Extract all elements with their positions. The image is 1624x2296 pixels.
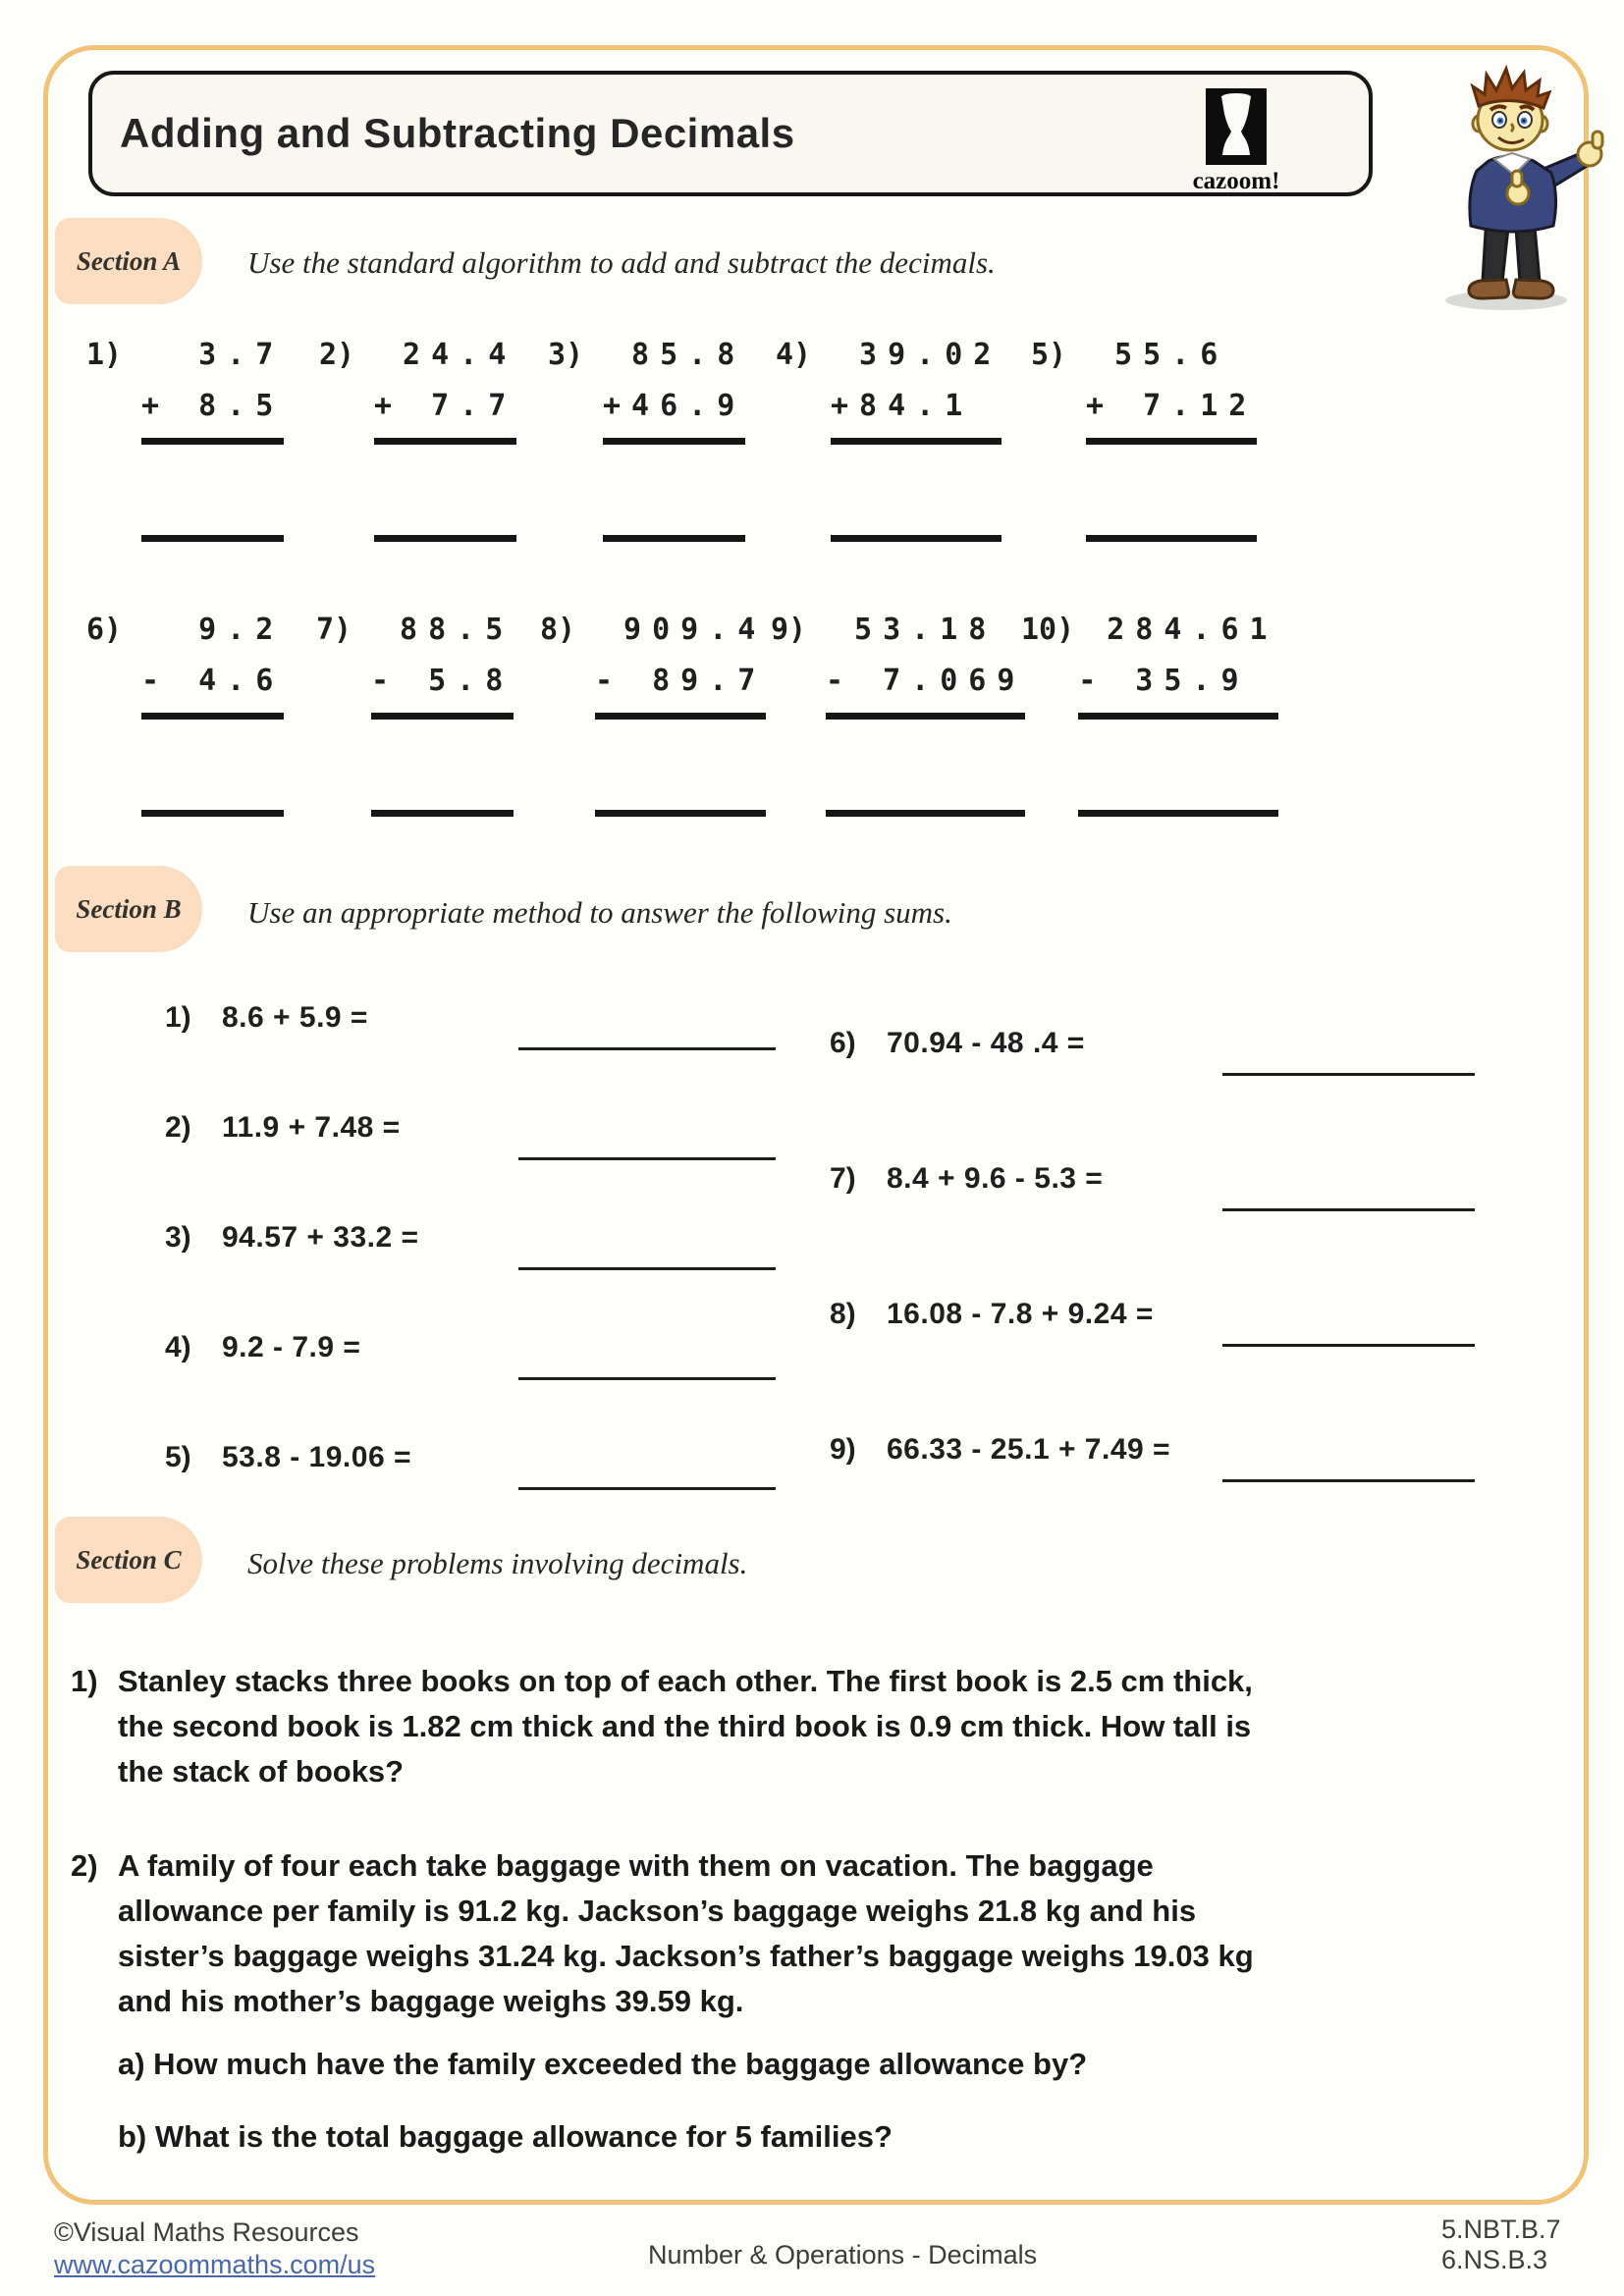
section-c-label (55, 1517, 202, 1603)
problem-number: 2) (319, 338, 355, 372)
sum-line (141, 713, 284, 720)
problem-number: 10) (1021, 613, 1075, 647)
title-box (88, 71, 1373, 196)
problem-bottom-operand: + 7.7 (374, 389, 517, 423)
sum-line (1078, 713, 1277, 720)
footer-standard-code-2: 6.NS.B.3 (1441, 2245, 1548, 2274)
answer-blank (518, 1377, 776, 1380)
problem-bottom-operand: + 7.12 (1086, 389, 1258, 423)
sum-item-b9 (830, 1433, 1478, 1482)
answer-blank (518, 1157, 776, 1160)
answer-line (826, 810, 1025, 817)
sum-line (371, 713, 514, 720)
problem-top-operand: 39.02 (831, 338, 1002, 372)
expression: 8.6 + 5.9 = (222, 1001, 368, 1034)
problem-a8 (540, 605, 766, 817)
problem-a1 (86, 330, 284, 542)
problem-top-operand: 55.6 (1086, 338, 1229, 372)
problem-number: 4) (165, 1331, 191, 1363)
problem-line: A family of four each take baggage with them on vacation. The baggage (118, 1848, 1154, 1883)
answer-blank (1222, 1479, 1475, 1482)
expression: 16.08 - 7.8 + 9.24 = (887, 1298, 1154, 1330)
problem-number: 1) (86, 338, 123, 372)
section-a-label (55, 218, 202, 304)
answer-blank (1222, 1073, 1475, 1076)
answer-line (595, 810, 766, 817)
section-b-instruction: Use an appropriate method to answer the following sums. (247, 895, 952, 930)
problem-line: sister’s baggage weighs 31.24 kg. Jackson’s father’s baggage weighs 19.03 kg (118, 1939, 1254, 1973)
answer-blank (1222, 1344, 1475, 1347)
problem-number: 8) (830, 1298, 856, 1330)
problem-line: and his mother’s baggage weighs 39.59 kg. (118, 1984, 744, 2018)
problem-a7 (316, 605, 514, 817)
problem-a9 (771, 605, 1025, 817)
footer-copyright: ©Visual Maths Resources (54, 2217, 359, 2247)
sum-item-b7 (830, 1162, 1478, 1211)
problem-a5 (1031, 330, 1257, 542)
word-problem-text (118, 1843, 1543, 2160)
answer-line (141, 535, 284, 542)
sum-line (1086, 438, 1257, 445)
section-b-left-column (165, 1001, 813, 1551)
cazoom-logo (1172, 88, 1300, 195)
problem-bottom-operand: - 35.9 (1078, 664, 1250, 698)
section-b-label (55, 866, 202, 952)
problem-a2 (319, 330, 516, 542)
expression: 9.2 - 7.9 = (222, 1331, 361, 1363)
answer-line (603, 535, 745, 542)
problem-top-operand: 9.2 (141, 613, 285, 647)
problem-number: 9) (830, 1433, 856, 1466)
problem-bottom-operand: - 5.8 (371, 664, 514, 698)
footer-standards (1441, 2215, 1561, 2275)
word-problem-2 (71, 1843, 1543, 2160)
problem-number: 5) (165, 1441, 191, 1473)
problem-number: 4) (776, 338, 812, 372)
answer-line (371, 810, 514, 817)
sum-line (826, 713, 1025, 720)
problem-line: the second book is 1.82 cm thick and the third book is 0.9 cm thick. How tall is (118, 1709, 1252, 1743)
answer-line (141, 810, 284, 817)
problem-bottom-operand: + 8.5 (141, 389, 285, 423)
section-c-instruction: Solve these problems involving decimals. (247, 1546, 748, 1580)
problem-number: 5) (1031, 338, 1067, 372)
section-c-problems (71, 1659, 1543, 2160)
footer-standard-code-1: 5.NBT.B.7 (1441, 2215, 1561, 2244)
problem-number: 6) (830, 1027, 856, 1059)
expression: 94.57 + 33.2 = (222, 1221, 419, 1254)
footer-left (54, 2216, 375, 2281)
answer-line (831, 535, 1001, 542)
section-b-right-column (830, 1027, 1478, 1569)
problem-number: 7) (830, 1162, 856, 1195)
problem-number: 1) (165, 1001, 191, 1034)
sub-question-a: a) How much have the family exceeded the baggage allowance by? (118, 2047, 1088, 2081)
problem-bottom-operand: - 89.7 (595, 664, 767, 698)
logo-wordmark: cazoom! (1192, 168, 1280, 194)
problem-top-operand: 909.4 (595, 613, 767, 647)
problem-top-operand: 88.5 (371, 613, 514, 647)
answer-line (1086, 535, 1257, 542)
problem-top-operand: 85.8 (603, 338, 746, 372)
problem-a6 (86, 605, 284, 817)
expression: 11.9 + 7.48 = (222, 1111, 401, 1144)
word-problem-text (118, 1659, 1543, 1794)
sum-line (374, 438, 516, 445)
problem-number: 9) (771, 613, 807, 647)
sum-line (141, 438, 284, 445)
answer-blank (1222, 1208, 1475, 1211)
problem-number: 6) (86, 613, 123, 647)
answer-blank (518, 1267, 776, 1270)
problem-bottom-operand: - 4.6 (141, 664, 285, 698)
sum-item-b3 (165, 1221, 813, 1270)
sum-line (831, 438, 1001, 445)
answer-blank (518, 1487, 776, 1490)
problem-line: the stack of books? (118, 1754, 405, 1789)
drum-icon (1206, 152, 1267, 169)
answer-line (1078, 810, 1277, 817)
problem-number: 7) (316, 613, 352, 647)
problem-a10 (1021, 605, 1278, 817)
mascot-illustration (1396, 59, 1622, 314)
problem-number: 3) (548, 338, 584, 372)
problem-top-operand: 3.7 (141, 338, 285, 372)
problem-bottom-operand: +84.1 (831, 389, 974, 423)
word-problem-1 (71, 1659, 1543, 1794)
problem-number: 3) (165, 1221, 191, 1254)
problem-top-operand: 53.18 (826, 613, 998, 647)
sum-line (595, 713, 766, 720)
problem-bottom-operand: +46.9 (603, 389, 746, 423)
sum-item-b4 (165, 1331, 813, 1380)
footer-link[interactable]: www.cazoommaths.com/us (54, 2250, 376, 2279)
answer-blank (518, 1047, 776, 1050)
problem-a4 (776, 330, 1001, 542)
section-c-label-text: Section C (76, 1544, 182, 1575)
sum-item-b6 (830, 1027, 1478, 1076)
problem-top-operand: 284.61 (1078, 613, 1278, 647)
problem-line: allowance per family is 91.2 kg. Jackson’s baggage weighs 21.8 kg and his (118, 1894, 1197, 1928)
problem-top-operand: 24.4 (374, 338, 517, 372)
problem-number: 2) (71, 1848, 98, 1883)
section-b-label-text: Section B (76, 893, 182, 924)
sum-item-b8 (830, 1298, 1478, 1347)
problem-number: 8) (540, 613, 576, 647)
problem-number: 1) (71, 1664, 98, 1698)
answer-line (374, 535, 516, 542)
problem-a3 (548, 330, 745, 542)
sum-item-b5 (165, 1441, 813, 1490)
footer-category: Number & Operations - Decimals (648, 2240, 1038, 2269)
expression: 53.8 - 19.06 = (222, 1441, 411, 1473)
expression: 66.33 - 25.1 + 7.49 = (887, 1433, 1171, 1466)
section-a-label-text: Section A (76, 245, 182, 276)
page-title: Adding and Subtracting Decimals (120, 110, 795, 156)
problem-bottom-operand: - 7.069 (826, 664, 1026, 698)
sum-line (603, 438, 745, 445)
sum-item-b1 (165, 1001, 813, 1050)
expression: 70.94 - 48 .4 = (887, 1027, 1085, 1059)
expression: 8.4 + 9.6 - 5.3 = (887, 1162, 1104, 1195)
problem-number: 2) (165, 1111, 191, 1144)
problem-line: Stanley stacks three books on top of each other. The first book is 2.5 cm thick, (118, 1664, 1253, 1698)
sum-item-b2 (165, 1111, 813, 1160)
sub-question-b: b) What is the total baggage allowance for 5 families? (118, 2119, 893, 2154)
section-a-instruction: Use the standard algorithm to add and subtract the decimals. (247, 245, 996, 280)
